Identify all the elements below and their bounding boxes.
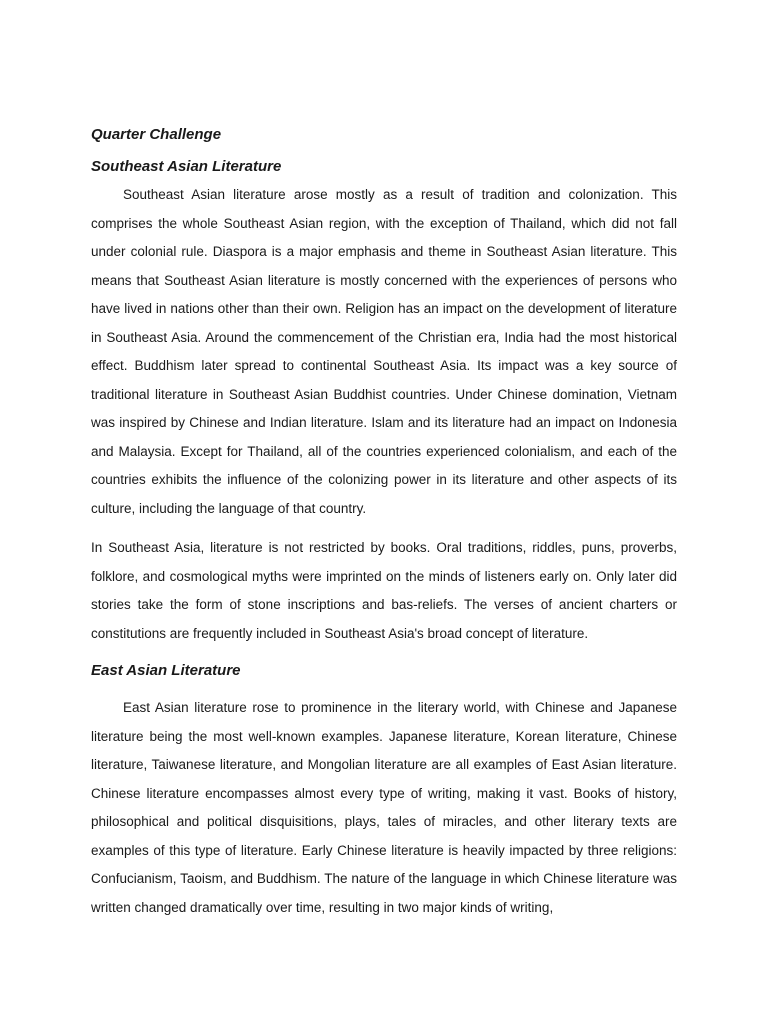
paragraph-east-1: East Asian literature rose to prominence in the literary world, with Chinese and Japanese literature being the most well-known examples. Japanese literature, Korean literature, Chinese literature, Taiwanese literature, and Mongolian literature are all examples of East Asian literature. Chinese literature encompasses almost every type of writing, making it vast. Books of history, philosophical and political disquisitions, plays, tales of miracles, and other literary texts are examples of this type of literature. Early Chinese literature is heavily impacted by three religions: Confucianism, Taoism, and Buddhism. The nature of the language in which Chinese literature was written changed dramatically over time, resulting in two major kinds of writing,: [91, 700, 677, 915]
document-page: [91, 124, 677, 922]
paragraph-southeast-1: Southeast Asian literature arose mostly as a result of tradition and colonization. This comprises the whole Southeast Asian region, with the exception of Thailand, which did not fall under colonial rule. Diaspora is a major emphasis and theme in Southeast Asian literature. This means that Southeast Asian literature is mostly concerned with the experiences of persons who have lived in nations other than their own. Religion has an impact on the development of literature in Southeast Asia. Around the commencement of the Christian era, India had the most historical effect. Buddhism later spread to continental Southeast Asia. Its impact was a key source of traditional literature in Southeast Asian Buddhist countries. Under Chinese domination, Vietnam was inspired by Chinese and Indian literature. Islam and its literature had an impact on Indonesia and Malaysia. Except for Thailand, all of the countries experienced colonialism, and each of the countries exhibits the influence of the colonizing power in its literature and other aspects of its culture, including the language of that country.: [91, 187, 677, 516]
quarter-title: Quarter Challenge: [91, 126, 222, 143]
paragraph-southeast-2: In Southeast Asia, literature is not restricted by books. Oral traditions, riddles, puns, proverbs, folklore, and cosmological myths were imprinted on the minds of listeners early on. Only later did stories take the form of stone inscriptions and bas-reliefs. The verses of ancient charters or constitutions are frequently included in Southeast Asia's broad concept of literature.: [91, 540, 677, 641]
section-heading-east-asian: East Asian Literature: [91, 662, 241, 679]
section-heading-southeast-asian: Southeast Asian Literature: [91, 158, 282, 175]
